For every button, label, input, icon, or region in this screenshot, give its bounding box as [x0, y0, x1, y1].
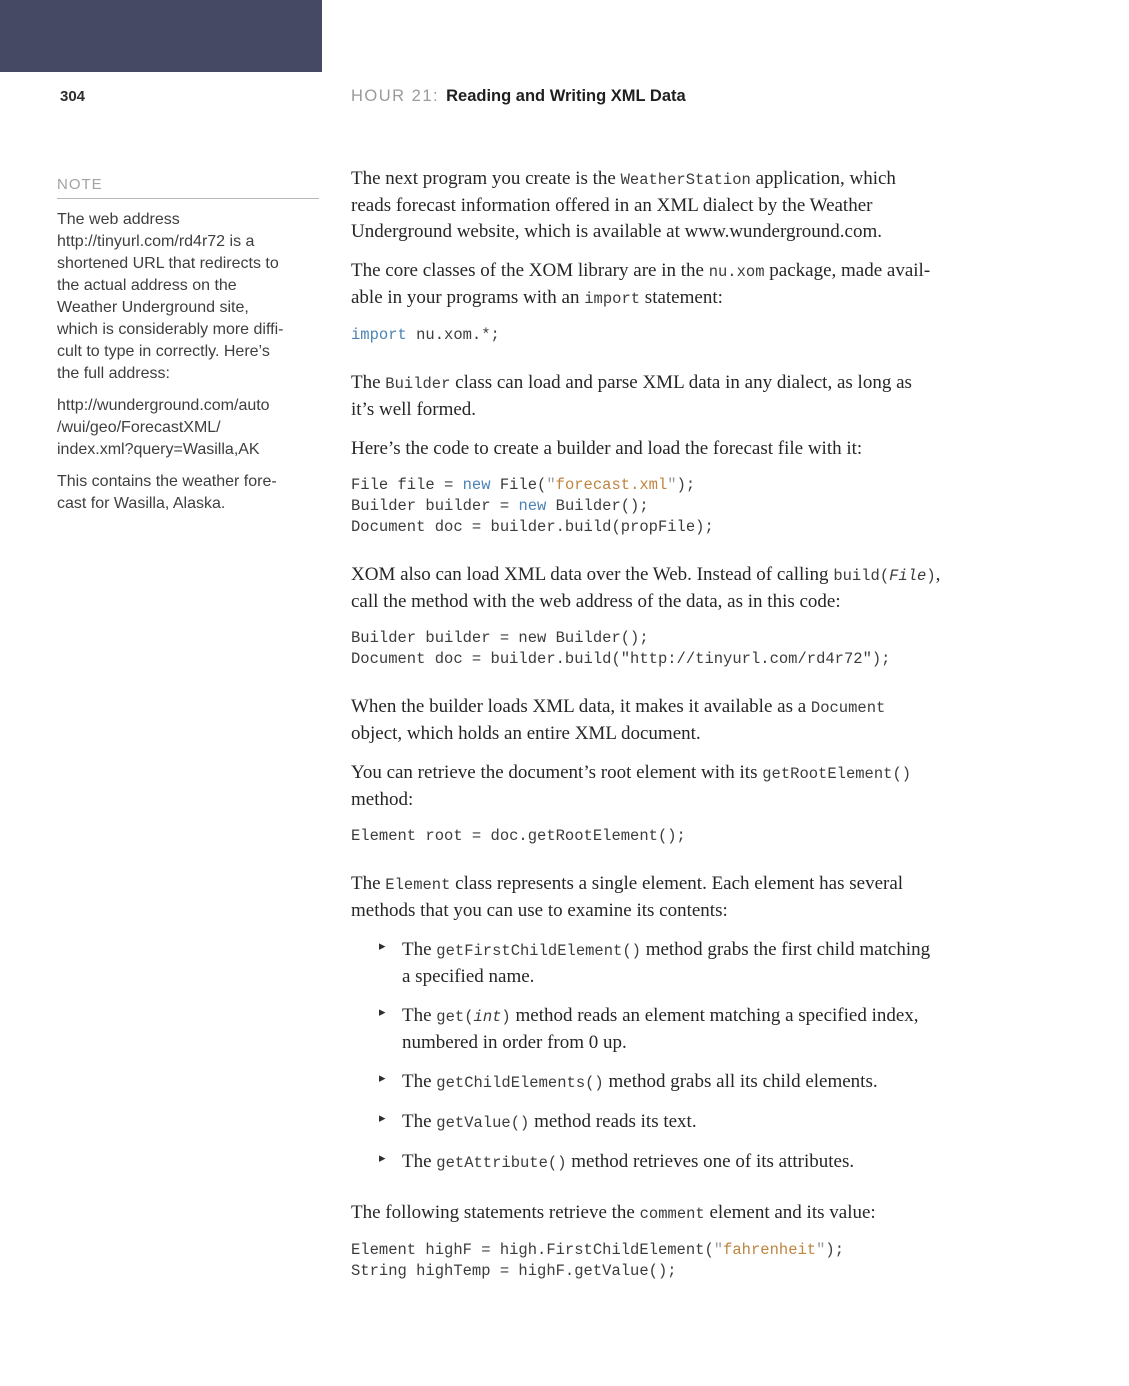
chapter-color-bar [0, 0, 322, 72]
inline-code: Document [810, 699, 886, 717]
code-token: import [351, 326, 407, 344]
inline-code: int [473, 1008, 502, 1026]
text-run: Builder(); [546, 497, 649, 515]
code-line [351, 496, 1057, 517]
text-run: ); [676, 476, 696, 494]
text-run: nu.xom.*; [406, 326, 500, 344]
text-run: statement: [640, 287, 723, 308]
inline-code: get( [436, 1008, 474, 1026]
text-line [351, 219, 1057, 245]
text-run: call the method with the web address of the data, as in this code: [351, 591, 841, 612]
note-line: shortened URL that redirects to [57, 255, 279, 272]
bullet-arrow-icon: ▸ [379, 1151, 386, 1166]
note-divider [57, 198, 319, 199]
bullet-arrow-icon: ▸ [379, 1111, 386, 1126]
text-line [351, 397, 1057, 423]
inline-code: getValue() [436, 1114, 530, 1132]
text-run: method reads its text. [529, 1111, 697, 1132]
text-run: Document doc = builder.build("http://tinyurl.com/rd4r72"); [351, 650, 891, 668]
text-run: method retrieves one of its attributes. [566, 1151, 855, 1172]
note-line: the actual address on the [57, 277, 237, 294]
body-paragraph [351, 760, 1057, 813]
text-run: You can retrieve the document’s root element with its [351, 762, 763, 783]
text-run: Builder builder = new Builder(); [351, 629, 649, 647]
code-token: forecast.xml [555, 476, 668, 494]
text-line [351, 193, 1057, 219]
code-block [351, 475, 1057, 538]
note-line: the full address: [57, 365, 170, 382]
bullet-arrow-icon: ▸ [379, 939, 386, 954]
body-paragraph [351, 1200, 1057, 1227]
bullet-arrow-icon: ▸ [379, 1005, 386, 1020]
inline-code: File [889, 567, 927, 585]
body-paragraph [351, 562, 1057, 615]
code-token: new [462, 476, 491, 494]
text-run: numbered in order from 0 up. [402, 1032, 627, 1053]
code-line [351, 517, 1057, 538]
chapter-title: Reading and Writing XML Data [446, 87, 686, 105]
text-run: String highTemp = highF.getValue(); [351, 1262, 677, 1280]
text-line [351, 898, 1057, 924]
note-line: http://wunderground.com/auto [57, 397, 270, 414]
text-run: package, made avail- [764, 260, 931, 281]
inline-code: WeatherStation [620, 171, 751, 189]
running-head [351, 87, 686, 106]
note-label: NOTE [57, 176, 103, 193]
page-number: 304 [60, 88, 86, 105]
bullet-arrow-icon: ▸ [379, 1071, 386, 1086]
text-run: method grabs the first child matching [640, 939, 931, 960]
code-token: new [518, 497, 547, 515]
text-run: method reads an element matching a specified index, [510, 1005, 919, 1026]
text-run: application, which [750, 168, 896, 189]
code-token: fahrenheit [723, 1241, 817, 1259]
text-line [351, 370, 1057, 397]
text-run: object, which holds an entire XML document. [351, 723, 701, 744]
text-run: Element highF = high.FirstChildElement( [351, 1241, 714, 1259]
text-run: XOM also can load XML data over the Web. Instead of calling [351, 564, 834, 585]
text-line [351, 166, 1057, 193]
note-line: Weather Underground site, [57, 299, 249, 316]
hour-label: HOUR 21: [351, 87, 440, 105]
text-line [402, 1069, 1057, 1096]
text-line [402, 1109, 1057, 1136]
text-line [351, 285, 1057, 312]
inline-code: ) [926, 567, 936, 585]
text-run: Builder builder = [351, 497, 519, 515]
main-column [351, 166, 1057, 1306]
inline-code: Builder [385, 375, 451, 393]
inline-code: comment [639, 1205, 705, 1223]
code-token: " [667, 476, 677, 494]
note-line: cult to type in correctly. Here’s [57, 343, 270, 360]
text-run: ); [825, 1241, 845, 1259]
inline-code: Element [385, 876, 451, 894]
text-run: The [402, 1151, 437, 1172]
text-line [402, 1030, 1057, 1056]
inline-code: getAttribute() [436, 1154, 567, 1172]
code-line [351, 649, 1057, 670]
text-run: The next program you create is the [351, 168, 621, 189]
text-line [351, 589, 1057, 615]
code-token: " [713, 1241, 724, 1259]
text-run: The [402, 1005, 437, 1026]
text-line [351, 871, 1057, 898]
body-paragraph [351, 694, 1057, 747]
note-line: which is considerably more diffi- [57, 321, 284, 338]
text-line [402, 1149, 1057, 1176]
text-run: Here’s the code to create a builder and load the forecast file with it: [351, 438, 863, 459]
code-token: " [816, 1241, 826, 1259]
text-run: Element root = doc.getRootElement(); [351, 827, 686, 845]
text-line [351, 787, 1057, 813]
text-run: able in your programs with an [351, 287, 585, 308]
code-block [351, 826, 1057, 847]
note-paragraph [57, 209, 319, 385]
note-line: /wui/geo/ForecastXML/ [57, 419, 221, 436]
text-run: When the builder loads XML data, it makes it available as a [351, 696, 811, 717]
bullet-item [379, 1069, 1057, 1096]
code-line [351, 628, 1057, 649]
body-paragraph [351, 166, 1057, 245]
text-run: File file = [351, 476, 463, 494]
code-line [351, 325, 1057, 346]
note-sidebar [57, 176, 319, 525]
text-run: The [351, 372, 386, 393]
note-paragraph [57, 471, 319, 515]
code-token: " [546, 476, 556, 494]
text-run: The [351, 873, 386, 894]
note-line: index.xml?query=Wasilla,AK [57, 441, 260, 458]
bullet-item [379, 937, 1057, 990]
text-run: , [935, 564, 941, 585]
text-line [402, 964, 1057, 990]
inline-code: nu.xom [708, 263, 765, 281]
note-paragraphs [57, 209, 319, 515]
note-line: cast for Wasilla, Alaska. [57, 495, 226, 512]
code-line [351, 1261, 1057, 1282]
inline-code: ) [501, 1008, 511, 1026]
text-run: class can load and parse XML data in any dialect, as long as [450, 372, 912, 393]
text-line [351, 1200, 1057, 1227]
note-paragraph [57, 395, 319, 461]
text-run: method grabs all its child elements. [603, 1071, 878, 1092]
text-line [351, 721, 1057, 747]
text-run: it’s well formed. [351, 399, 477, 420]
code-block [351, 628, 1057, 670]
text-line [402, 937, 1057, 964]
note-line: The web address [57, 211, 180, 228]
text-run: Document doc = builder.build(propFile); [351, 518, 714, 536]
note-line: http://tinyurl.com/rd4r72 is a [57, 233, 255, 250]
body-paragraph [351, 258, 1057, 312]
text-run: class represents a single element. Each element has several [450, 873, 904, 894]
inline-code: build( [833, 567, 890, 585]
text-run: reads forecast information offered in an XML dialect by the Weather [351, 195, 873, 216]
code-line [351, 475, 1057, 496]
code-line [351, 1240, 1057, 1261]
text-line [351, 562, 1057, 589]
code-block [351, 1240, 1057, 1282]
body-paragraph [351, 370, 1057, 423]
inline-code: import [584, 290, 641, 308]
text-line [351, 760, 1057, 787]
text-line [351, 694, 1057, 721]
body-paragraph [351, 436, 1057, 462]
text-run: The following statements retrieve the [351, 1202, 640, 1223]
text-run: methods that you can use to examine its contents: [351, 900, 728, 921]
text-line [351, 436, 1057, 462]
bullet-list [379, 937, 1057, 1176]
inline-code: getChildElements() [436, 1074, 604, 1092]
text-run: The core classes of the XOM library are in the [351, 260, 709, 281]
text-run: The [402, 1111, 437, 1132]
text-run: The [402, 939, 437, 960]
bullet-item [379, 1149, 1057, 1176]
text-line [402, 1003, 1057, 1030]
text-run: a specified name. [402, 966, 535, 987]
inline-code: getRootElement() [762, 765, 912, 783]
note-line: This contains the weather fore- [57, 473, 277, 490]
text-line [351, 258, 1057, 285]
code-line [351, 826, 1057, 847]
text-run: The [402, 1071, 437, 1092]
bullet-item [379, 1003, 1057, 1056]
text-run: File( [490, 476, 547, 494]
inline-code: getFirstChildElement() [436, 942, 641, 960]
text-run: Underground website, which is available at www.wunderground.com. [351, 221, 882, 242]
text-run: method: [351, 789, 414, 810]
body-paragraph [351, 871, 1057, 924]
code-block [351, 325, 1057, 346]
bullet-item [379, 1109, 1057, 1136]
text-run: element and its value: [704, 1202, 876, 1223]
